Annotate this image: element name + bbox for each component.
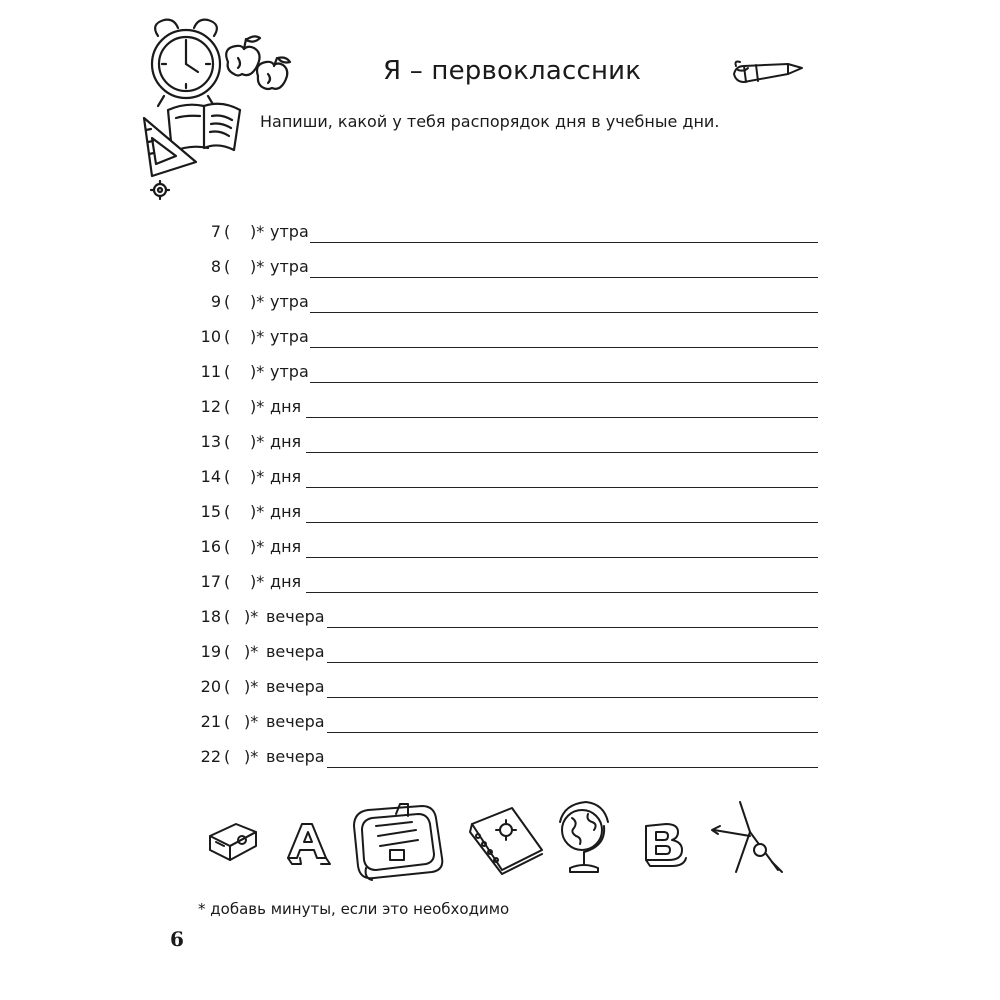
hour-label: 12 bbox=[200, 397, 221, 416]
schedule-row bbox=[188, 397, 818, 421]
time-marker: )* bbox=[244, 712, 259, 731]
globe-icon bbox=[560, 802, 608, 872]
time-marker: )* bbox=[244, 642, 259, 661]
answer-line[interactable] bbox=[306, 592, 818, 593]
letter-a-block-icon bbox=[288, 824, 330, 864]
schedule-row bbox=[188, 467, 818, 491]
time-marker: )* bbox=[250, 257, 265, 276]
period-label: дня bbox=[270, 537, 302, 556]
open-paren: ( bbox=[224, 502, 231, 521]
open-paren: ( bbox=[224, 257, 231, 276]
period-label: дня bbox=[270, 432, 302, 451]
answer-line[interactable] bbox=[306, 452, 818, 453]
period-label: утра bbox=[270, 362, 309, 381]
period-label: вечера bbox=[266, 607, 325, 626]
answer-line[interactable] bbox=[327, 662, 818, 663]
hour-label: 19 bbox=[200, 642, 221, 661]
open-paren: ( bbox=[224, 467, 231, 486]
hour-label: 10 bbox=[200, 327, 221, 346]
answer-line[interactable] bbox=[327, 697, 818, 698]
time-marker: )* bbox=[250, 222, 265, 241]
answer-line[interactable] bbox=[327, 767, 818, 768]
period-label: утра bbox=[270, 292, 309, 311]
open-paren: ( bbox=[224, 362, 231, 381]
schedule-row bbox=[188, 222, 818, 246]
time-marker: )* bbox=[244, 607, 259, 626]
answer-line[interactable] bbox=[327, 732, 818, 733]
schedule-row bbox=[188, 537, 818, 561]
time-marker: )* bbox=[250, 572, 265, 591]
schedule-row bbox=[188, 642, 818, 666]
hour-label: 14 bbox=[200, 467, 221, 486]
period-label: вечера bbox=[266, 642, 325, 661]
answer-line[interactable] bbox=[306, 557, 818, 558]
period-label: утра bbox=[270, 257, 309, 276]
answer-line[interactable] bbox=[310, 382, 818, 383]
schedule-row bbox=[188, 677, 818, 701]
hour-label: 13 bbox=[200, 432, 221, 451]
answer-line[interactable] bbox=[306, 522, 818, 523]
hour-label: 9 bbox=[210, 292, 221, 311]
hour-label: 11 bbox=[200, 362, 221, 381]
instruction-text: Напиши, какой у тебя распорядок дня в учебные дни. bbox=[260, 112, 720, 131]
time-marker: )* bbox=[250, 502, 265, 521]
period-label: вечера bbox=[266, 712, 325, 731]
answer-line[interactable] bbox=[310, 347, 818, 348]
hour-label: 20 bbox=[200, 677, 221, 696]
period-label: дня bbox=[270, 502, 302, 521]
open-paren: ( bbox=[224, 432, 231, 451]
period-label: дня bbox=[270, 467, 302, 486]
time-marker: )* bbox=[250, 467, 265, 486]
hour-label: 7 bbox=[210, 222, 221, 241]
schedule-row bbox=[188, 572, 818, 596]
schedule-row bbox=[188, 502, 818, 526]
schedule-row bbox=[188, 362, 818, 386]
time-marker: )* bbox=[250, 432, 265, 451]
schedule-row bbox=[188, 327, 818, 351]
hour-label: 15 bbox=[200, 502, 221, 521]
footer-illustrations bbox=[200, 796, 800, 886]
time-marker: )* bbox=[250, 327, 265, 346]
schedule-row bbox=[188, 432, 818, 456]
answer-line[interactable] bbox=[310, 242, 818, 243]
time-marker: )* bbox=[244, 747, 259, 766]
hour-label: 22 bbox=[200, 747, 221, 766]
answer-line[interactable] bbox=[310, 277, 818, 278]
open-paren: ( bbox=[224, 397, 231, 416]
answer-line[interactable] bbox=[310, 312, 818, 313]
hour-label: 8 bbox=[210, 257, 221, 276]
notebook-icon bbox=[470, 808, 542, 874]
open-paren: ( bbox=[224, 747, 231, 766]
letter-b-block-icon bbox=[646, 824, 686, 866]
open-paren: ( bbox=[224, 642, 231, 661]
pencil-case-icon bbox=[354, 804, 442, 880]
schedule-row bbox=[188, 747, 818, 771]
schedule-row bbox=[188, 712, 818, 736]
time-marker: )* bbox=[250, 537, 265, 556]
open-paren: ( bbox=[224, 222, 231, 241]
schedule-row bbox=[188, 292, 818, 316]
page-number: 6 bbox=[170, 927, 184, 951]
page-title: Я – первоклассник bbox=[383, 56, 642, 86]
open-paren: ( bbox=[224, 712, 231, 731]
time-marker: )* bbox=[244, 677, 259, 696]
schedule-row bbox=[188, 257, 818, 281]
period-label: вечера bbox=[266, 677, 325, 696]
answer-line[interactable] bbox=[306, 487, 818, 488]
footnote: * добавь минуты, если это необходимо bbox=[198, 900, 510, 918]
open-paren: ( bbox=[224, 292, 231, 311]
period-label: дня bbox=[270, 572, 302, 591]
hour-label: 21 bbox=[200, 712, 221, 731]
pencil-sharpener-icon bbox=[210, 824, 256, 860]
hour-label: 17 bbox=[200, 572, 221, 591]
hour-label: 18 bbox=[200, 607, 221, 626]
open-paren: ( bbox=[224, 572, 231, 591]
open-paren: ( bbox=[224, 677, 231, 696]
period-label: утра bbox=[270, 327, 309, 346]
time-marker: )* bbox=[250, 362, 265, 381]
period-label: дня bbox=[270, 397, 302, 416]
open-paren: ( bbox=[224, 537, 231, 556]
schedule-row bbox=[188, 607, 818, 631]
compass-tool-icon bbox=[712, 802, 782, 872]
time-marker: )* bbox=[250, 397, 265, 416]
time-marker: )* bbox=[250, 292, 265, 311]
answer-line[interactable] bbox=[306, 417, 818, 418]
answer-line[interactable] bbox=[327, 627, 818, 628]
open-paren: ( bbox=[224, 327, 231, 346]
period-label: вечера bbox=[266, 747, 325, 766]
hour-label: 16 bbox=[200, 537, 221, 556]
period-label: утра bbox=[270, 222, 309, 241]
open-paren: ( bbox=[224, 607, 231, 626]
